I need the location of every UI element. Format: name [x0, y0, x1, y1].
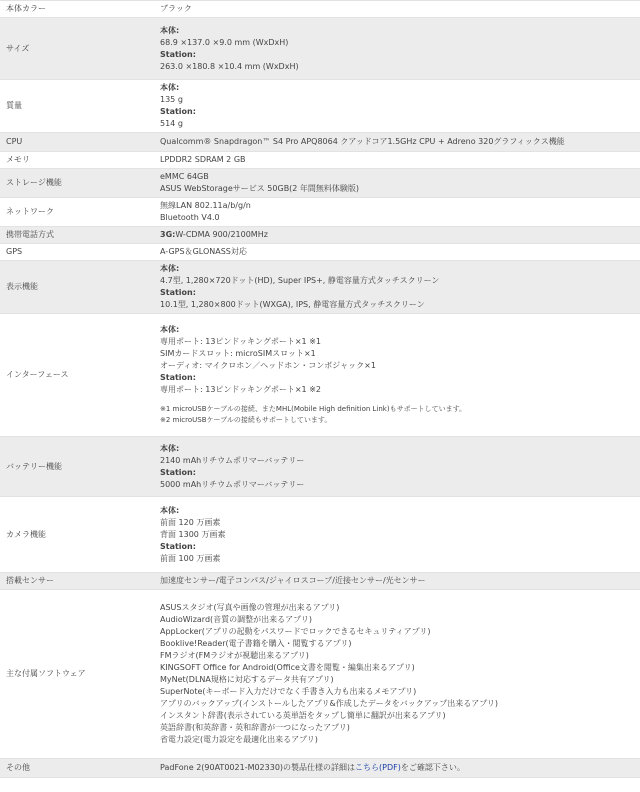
value-text: 68.9 ×137.0 ×9.0 mm (WxDxH) [160, 37, 289, 47]
value-text: 5000 mAhリチウムポリマーバッテリー [160, 479, 305, 489]
value-line [160, 541, 640, 553]
value-line [160, 183, 640, 195]
value-text: ブラック [160, 4, 192, 13]
value-text: ※2 microUSBケーブルの接続もサポートしています。 [160, 416, 332, 424]
value-text: Booklive!Reader(電子書籍を購入・閲覧するアプリ) [160, 639, 352, 648]
spec-row [0, 573, 640, 590]
value-text: AudioWizard(音質の調整が出来るアプリ) [160, 615, 312, 624]
value-line [160, 710, 640, 722]
value-text: ※1 microUSBケーブルの接続、またMHL(Mobile High definition Link)もサポートしています。 [160, 405, 467, 413]
value-text: 専用ポート: 13ピンドッキングポート×1 ※1 [160, 337, 321, 346]
value-line [160, 82, 640, 94]
value-line [160, 762, 640, 774]
section-label: Station: [160, 49, 196, 59]
value-line [160, 479, 640, 491]
section-label: Station: [160, 288, 196, 297]
spec-value [150, 759, 640, 778]
value-line [160, 626, 640, 638]
value-line [160, 505, 640, 517]
section-label: 本体: [160, 264, 180, 273]
spec-value [150, 198, 640, 227]
spec-row [0, 133, 640, 152]
value-text: 無線LAN 802.11a/b/g/n [160, 201, 251, 210]
pdf-link[interactable]: こちら(PDF) [355, 763, 401, 772]
spec-value [150, 573, 640, 590]
spec-row [0, 497, 640, 573]
value-line [160, 49, 640, 61]
spec-value [150, 244, 640, 261]
value-text: アプリのバックアップ(インストールしたアプリ&作成したデータをバックアップ出来るアプリ) [160, 699, 498, 708]
spec-row [0, 80, 640, 133]
spec-value [150, 227, 640, 244]
spec-value [150, 169, 640, 198]
section-label: 3G: [160, 230, 176, 239]
spec-value [150, 133, 640, 152]
section-label: 本体: [160, 325, 180, 334]
spec-value [150, 1, 640, 18]
value-text: Bluetooth V4.0 [160, 213, 220, 222]
value-text: SuperNote(キーボード入力だけでなく手書き入力も出来るメモアプリ) [160, 687, 417, 696]
value-line [160, 275, 640, 287]
value-line [160, 734, 640, 746]
value-line [160, 324, 640, 336]
value-line [160, 722, 640, 734]
spec-value [150, 261, 640, 314]
value-text: 263.0 ×180.8 ×10.4 mm (WxDxH) [160, 61, 299, 71]
section-label: 本体: [160, 505, 180, 515]
value-line [160, 638, 640, 650]
spec-label: 表示機能 [0, 261, 150, 314]
value-line [160, 61, 640, 73]
footnote [160, 404, 640, 415]
value-text: オーディオ: マイクロホン／ヘッドホン・コンボジャック×1 [160, 361, 376, 370]
value-text: 135 g [160, 95, 183, 104]
value-line [160, 246, 640, 258]
value-text: 加速度センサー/電子コンパス/ジャイロスコープ/近接センサー/光センサー [160, 576, 426, 585]
spec-label: 主な付属ソフトウェア [0, 590, 150, 759]
section-label: Station: [160, 541, 196, 551]
spec-label: サイズ [0, 18, 150, 80]
spec-row [0, 18, 640, 80]
section-label: 本体: [160, 83, 180, 92]
value-line [160, 94, 640, 106]
spec-row [0, 227, 640, 244]
spec-value [150, 590, 640, 759]
value-line [160, 3, 640, 15]
value-text: AppLocker(アプリの起動をパスワードでロックできるセキュリティアプリ) [160, 627, 431, 636]
value-line [160, 650, 640, 662]
value-line [160, 384, 640, 396]
spec-value [150, 80, 640, 133]
value-line [160, 171, 640, 183]
value-text: 英語辞書(和英辞書・英和辞書が一つになったアプリ) [160, 723, 350, 732]
value-line [160, 674, 640, 686]
spec-label: 携帯電話方式 [0, 227, 150, 244]
spec-row [0, 314, 640, 437]
value-line [160, 200, 640, 212]
value-line [160, 263, 640, 275]
spec-label: メモリ [0, 152, 150, 169]
spec-label: 質量 [0, 80, 150, 133]
value-line [160, 686, 640, 698]
spec-label: 搭載センサー [0, 573, 150, 590]
spec-row [0, 152, 640, 169]
spec-value [150, 152, 640, 169]
value-line [160, 229, 640, 241]
spec-row [0, 169, 640, 198]
spec-value [150, 18, 640, 80]
footnote [160, 415, 640, 426]
section-label: Station: [160, 107, 196, 116]
value-line [160, 662, 640, 674]
value-line [160, 154, 640, 166]
value-line [160, 287, 640, 299]
value-line [160, 602, 640, 614]
section-label: Station: [160, 467, 196, 477]
section-label: 本体: [160, 25, 180, 35]
value-text: ASUSスタジオ(写真や画像の管理が出来るアプリ) [160, 603, 340, 612]
value-line [160, 467, 640, 479]
spec-label: GPS [0, 244, 150, 261]
value-line [160, 136, 640, 148]
spec-row [0, 261, 640, 314]
section-label: Station: [160, 373, 196, 382]
value-line [160, 336, 640, 348]
spec-row [0, 437, 640, 497]
value-text: LPDDR2 SDRAM 2 GB [160, 155, 246, 164]
value-line [160, 299, 640, 311]
spec-label: ネットワーク [0, 198, 150, 227]
value-text: SIMカードスロット: microSIMスロット×1 [160, 349, 316, 358]
spec-row [0, 244, 640, 261]
spec-row [0, 759, 640, 778]
spec-label: CPU [0, 133, 150, 152]
value-text: Qualcomm® Snapdragon™ S4 Pro APQ8064 クアッドコア1.5GHz CPU + Adreno 320グラフィックス機能 [160, 137, 565, 146]
spec-value [150, 437, 640, 497]
value-line [160, 529, 640, 541]
value-line [160, 553, 640, 565]
value-text: eMMC 64GB [160, 172, 209, 181]
spacer [160, 396, 640, 404]
value-text: をご確認下さい。 [400, 763, 465, 772]
spec-label: 本体カラー [0, 1, 150, 18]
value-text: 前面 120 万画素 [160, 517, 221, 527]
value-line [160, 443, 640, 455]
value-text: 専用ポート: 13ピンドッキングポート×1 ※2 [160, 385, 321, 394]
value-text: 前面 100 万画素 [160, 553, 221, 563]
spec-label: カメラ機能 [0, 497, 150, 573]
value-line [160, 575, 640, 587]
spec-row [0, 198, 640, 227]
value-text: ASUS WebStorageサービス 50GB(2 年間無料体験版) [160, 184, 360, 193]
spec-value [150, 497, 640, 573]
value-line [160, 25, 640, 37]
value-line [160, 106, 640, 118]
value-text: FMラジオ(FMラジオが視聴出来るアプリ) [160, 651, 309, 660]
spec-value [150, 314, 640, 437]
spec-table-body [0, 1, 640, 778]
spec-label: ストレージ機能 [0, 169, 150, 198]
value-line [160, 118, 640, 130]
value-text: 省電力設定(電力設定を最適化出来るアプリ) [160, 735, 318, 744]
value-text: 4.7型, 1,280×720ドット(HD), Super IPS+, 静電容量方式タッチスクリーン [160, 276, 440, 285]
value-text: PadFone 2(90AT0021-M02330)の製品仕様の詳細は [160, 763, 356, 772]
value-line [160, 698, 640, 710]
spec-label: バッテリー機能 [0, 437, 150, 497]
value-line [160, 517, 640, 529]
spec-label: その他 [0, 759, 150, 778]
value-text: A-GPS＆GLONASS対応 [160, 247, 247, 256]
value-line [160, 37, 640, 49]
spec-label: インターフェース [0, 314, 150, 437]
value-text: 背面 1300 万画素 [160, 529, 226, 539]
value-line [160, 212, 640, 224]
value-text: MyNet(DLNA規格に対応するデータ共有アプリ) [160, 675, 334, 684]
value-text: インスタント辞書(表示されている英単語をタップし簡単に翻訳が出来るアプリ) [160, 711, 446, 720]
value-line [160, 348, 640, 360]
value-line [160, 360, 640, 372]
value-line [160, 614, 640, 626]
value-text: 2140 mAhリチウムポリマーバッテリー [160, 455, 305, 465]
value-text: KINGSOFT Office for Android(Office文書を閲覧・編集出来るアプリ) [160, 663, 415, 672]
spec-row [0, 1, 640, 18]
spec-row [0, 590, 640, 759]
value-text: 10.1型, 1,280×800ドット(WXGA), IPS, 静電容量方式タッチスクリーン [160, 300, 425, 309]
value-text: W-CDMA 900/2100MHz [175, 230, 268, 239]
value-line [160, 372, 640, 384]
section-label: 本体: [160, 443, 180, 453]
value-text: 514 g [160, 119, 183, 128]
value-line [160, 455, 640, 467]
